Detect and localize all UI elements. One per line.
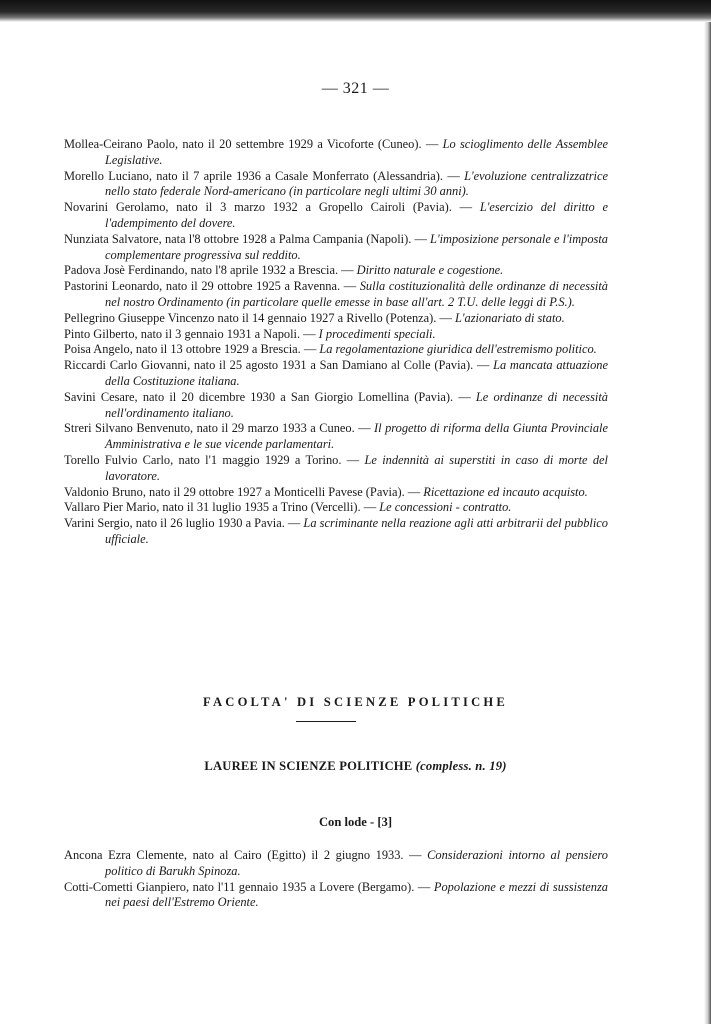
thesis-entry	[64, 279, 608, 311]
entry-title: Le concessioni - contratto.	[379, 500, 512, 515]
entry-title: L'azionariato di stato.	[454, 310, 565, 325]
entry-author: Ancona Ezra Clemente, nato al Cairo (Egitto) il 2 giugno 1933. —	[64, 848, 428, 862]
thesis-entry	[64, 342, 608, 358]
entry-title: Ricettazione ed incauto acquisto.	[423, 484, 588, 499]
entry-author: Padova Josè Ferdinando, nato l'8 aprile 1932 a Brescia. —	[64, 263, 357, 278]
entry-title: Diritto naturale e cogestione.	[356, 263, 504, 278]
entry-author: Morello Luciano, nato il 7 aprile 1936 a Casale Monferrato (Alessandria). —	[64, 168, 465, 183]
scan-edge-right	[704, 22, 711, 1024]
entry-author: Mollea-Ceirano Paolo, nato il 20 settembre 1929 a Vicoforte (Cuneo). —	[64, 137, 443, 151]
entry-author: Pastorini Leonardo, nato il 29 ottobre 1925 a Ravenna. —	[64, 279, 360, 294]
entry-author: Pinto Gilberto, nato il 3 gennaio 1931 a Napoli. —	[64, 326, 319, 341]
thesis-entry	[64, 232, 608, 264]
thesis-entry	[64, 421, 608, 453]
sub-heading-count: (compless. n. 19)	[415, 759, 507, 773]
entry-author: Savini Cesare, nato il 20 dicembre 1930 a San Giorgio Lomellina (Pavia). —	[64, 389, 476, 404]
thesis-list-giurisprudenza	[64, 137, 608, 548]
entry-title: Considerazioni intorno al pensiero politico di Barukh Spinoza.	[105, 848, 608, 878]
thesis-entry	[64, 137, 608, 169]
entry-author: Vallaro Pier Mario, nato il 31 luglio 1935 a Trino (Vercelli). —	[64, 500, 380, 515]
thesis-entry	[64, 200, 608, 232]
page-number: — 321 —	[321, 80, 390, 97]
honors-heading: Con lode - [3]	[318, 815, 393, 829]
thesis-entry	[64, 169, 608, 201]
thesis-entry	[64, 848, 608, 880]
entry-title: Lo scioglimento delle Assemblee Legislative.	[105, 137, 608, 167]
entry-title: Il progetto di riforma della Giunta Provinciale Amministrativa e le sue vicende parlamentari.	[105, 421, 608, 452]
entry-title: La mancata attuazione della Costituzione italiana.	[105, 358, 608, 388]
entry-title: L'imposizione personale e l'imposta complementare progressiva sul reddito.	[105, 231, 608, 262]
thesis-entry	[64, 453, 608, 485]
scan-edge-top	[0, 0, 711, 22]
entry-author: Valdonio Bruno, nato il 29 ottobre 1927 a Monticelli Pavese (Pavia). —	[64, 484, 424, 499]
entry-author: Cotti-Cometti Gianpiero, nato l'11 gennaio 1935 a Lovere (Bergamo). —	[64, 879, 434, 894]
entry-author: Torello Fulvio Carlo, nato l'1 maggio 1929 a Torino. —	[64, 452, 365, 467]
thesis-entry	[64, 358, 608, 390]
entry-author: Riccardi Carlo Giovanni, nato il 25 agosto 1931 a San Damiano al Colle (Pavia). —	[64, 358, 494, 373]
entry-author: Pellegrino Giuseppe Vincenzo nato il 14 gennaio 1927 a Rivello (Potenza). —	[64, 310, 455, 325]
entry-author: Nunziata Salvatore, nata l'8 ottobre 1928 a Palma Campania (Napoli). —	[64, 231, 431, 246]
entry-author: Varini Sergio, nato il 26 luglio 1930 a Pavia. —	[64, 516, 304, 531]
thesis-entry	[64, 880, 608, 912]
entry-title: Sulla costituzionalità delle ordinanze di necessità nel nostro Ordinamento (in particolare quelle emesse in base all'art. 2 T.U. delle leggi di P.S.).	[105, 279, 608, 309]
entry-author: Novarini Gerolamo, nato il 3 marzo 1932 a Gropello Cairoli (Pavia). —	[64, 200, 480, 215]
entry-author: Poisa Angelo, nato il 13 ottobre 1929 a Brescia. —	[64, 342, 320, 357]
entry-title: I procedimenti speciali.	[318, 326, 436, 341]
thesis-entry	[64, 390, 608, 422]
entry-title: La regolamentazione giuridica dell'estremismo politico.	[319, 342, 597, 357]
entry-author: Streri Silvano Benvenuto, nato il 29 marzo 1933 a Cuneo. —	[64, 421, 375, 436]
thesis-entry	[64, 311, 608, 327]
thesis-entry	[64, 516, 608, 548]
thesis-entry	[64, 485, 608, 501]
thesis-entry	[64, 263, 608, 279]
entry-title: La scriminante nella reazione agli atti arbitrarii del pubblico ufficiale.	[105, 516, 608, 546]
entry-title: L'esercizio del diritto e l'adempimento del dovere.	[105, 200, 608, 230]
entry-title: L'evoluzione centralizzatrice nello stato federale Nord-americano (in particolare negli ultimi 30 anni).	[105, 168, 608, 199]
section-divider	[296, 721, 356, 722]
thesis-list-scienze-politiche	[64, 848, 608, 911]
entry-title: Popolazione e mezzi di sussistenza nei paesi dell'Estremo Oriente.	[105, 879, 609, 910]
sub-heading-label: LAUREE IN SCIENZE POLITICHE	[204, 759, 413, 773]
thesis-entry	[64, 500, 608, 516]
entry-title: Le ordinanze di necessità nell'ordinamento italiano.	[105, 389, 608, 420]
section-heading: FACOLTA' DI SCIENZE POLITICHE	[203, 695, 508, 709]
entry-title: Le indennità ai superstiti in caso di morte del lavoratore.	[105, 452, 608, 483]
thesis-entry	[64, 327, 608, 343]
sub-heading	[0, 759, 711, 774]
